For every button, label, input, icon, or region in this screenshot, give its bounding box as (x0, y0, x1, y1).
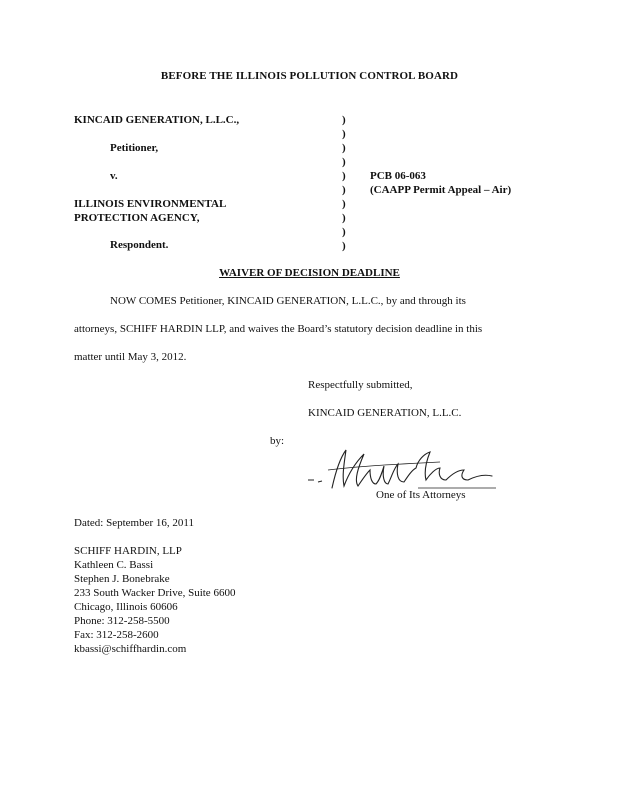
board-title: BEFORE THE ILLINOIS POLLUTION CONTROL BOARD (160, 70, 459, 82)
caption-paren: ) (342, 226, 346, 238)
caption-paren: ) (342, 142, 346, 154)
caption-paren: ) (342, 156, 346, 168)
dated-line: Dated: September 16, 2011 (74, 517, 194, 529)
caption-paren: ) (342, 198, 346, 210)
phone-line: Phone: 312-258-5500 (74, 615, 170, 627)
document-title: WAIVER OF DECISION DEADLINE (219, 267, 400, 279)
address-line: Chicago, Illinois 60606 (74, 601, 178, 613)
attorney-name: Kathleen C. Bassi (74, 559, 154, 571)
caption-paren: ) (342, 240, 346, 252)
caption-paren: ) (342, 128, 346, 140)
versus: v. (110, 170, 118, 182)
firm-name: SCHIFF HARDIN, LLP (74, 545, 182, 557)
signing-party: KINCAID GENERATION, L.L.C. (308, 407, 462, 419)
signature-caption: One of Its Attorneys (376, 489, 466, 501)
respondent-name-line1: ILLINOIS ENVIRONMENTAL (74, 198, 227, 210)
address-line: 233 South Wacker Drive, Suite 6600 (74, 587, 236, 599)
body-line: attorneys, SCHIFF HARDIN LLP, and waives the Board’s statutory decision deadline in this (74, 323, 483, 335)
respondent-name-line2: PROTECTION AGENCY, (74, 212, 200, 224)
caption-paren: ) (342, 212, 346, 224)
body-line: matter until May 3, 2012. (74, 351, 187, 363)
caption-paren: ) (342, 114, 346, 126)
case-type: (CAAPP Permit Appeal – Air) (370, 184, 512, 196)
attorney-name: Stephen J. Bonebrake (74, 573, 170, 585)
email-link[interactable]: kbassi@schiffhardin.com (74, 643, 187, 655)
respondent-role: Respondent. (110, 239, 169, 251)
case-number: PCB 06-063 (370, 170, 426, 182)
closing: Respectfully submitted, (308, 379, 413, 391)
caption-paren: ) (342, 184, 346, 196)
fax-line: Fax: 312-258-2600 (74, 629, 159, 641)
by-label: by: (270, 435, 285, 447)
caption-paren: ) (342, 170, 346, 182)
body-line: NOW COMES Petitioner, KINCAID GENERATION, L.L.C., by and through its (110, 295, 466, 307)
petitioner-role: Petitioner, (110, 142, 159, 154)
petitioner-name: KINCAID GENERATION, L.L.C., (74, 114, 240, 126)
